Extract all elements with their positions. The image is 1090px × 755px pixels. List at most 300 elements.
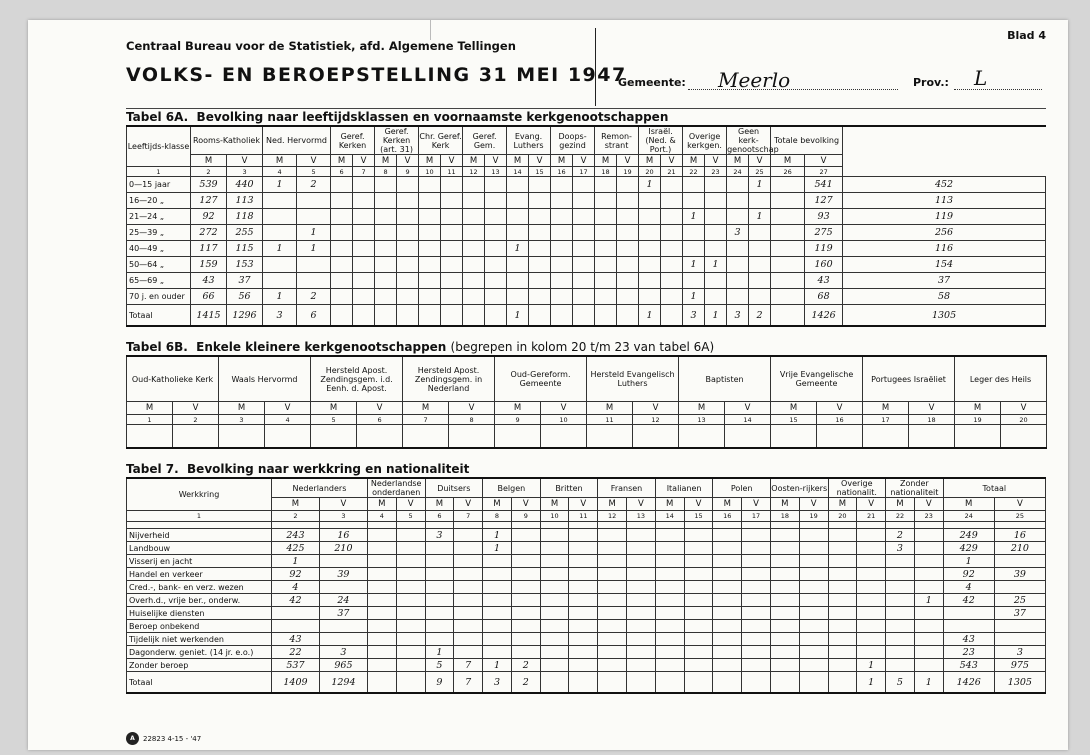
data-cell: [595, 289, 617, 305]
data-cell: 43: [943, 633, 994, 646]
data-cell: [483, 633, 512, 646]
data-cell: 68: [805, 289, 843, 305]
data-cell: [569, 594, 598, 607]
data-cell: [727, 177, 749, 193]
total-cell: [569, 672, 598, 694]
work-sector-label: Beroep onbekend: [127, 620, 272, 633]
data-cell: [569, 542, 598, 555]
data-cell: [569, 568, 598, 581]
data-cell: [683, 273, 705, 289]
data-cell: [705, 289, 727, 305]
data-cell: 127: [191, 193, 227, 209]
column-number: 9: [511, 511, 540, 522]
header-divider: [595, 28, 596, 106]
data-cell: [569, 646, 598, 659]
data-cell: [595, 257, 617, 273]
table-6a-title: Tabel 6A.: [126, 110, 189, 124]
data-cell: [375, 193, 397, 209]
data-cell: [742, 620, 771, 633]
data-cell: [742, 555, 771, 568]
total-cell: 1305: [994, 672, 1045, 694]
data-cell: [396, 542, 425, 555]
column-number: 8: [449, 415, 495, 425]
data-cell: [529, 193, 551, 209]
data-cell: [639, 257, 661, 273]
column-number: 17: [863, 415, 909, 425]
data-cell: [770, 568, 799, 581]
sheet-number: Blad 4: [1007, 29, 1046, 42]
data-cell: 3: [319, 646, 367, 659]
data-cell: 1: [271, 555, 319, 568]
data-cell: 1: [683, 257, 705, 273]
work-sector-label: Dagonderw. geniet. (14 jr. e.o.): [127, 646, 272, 659]
spacer-cell: [396, 522, 425, 529]
data-cell: [540, 646, 569, 659]
group-header: Hersteld Evangelisch Luthers: [587, 356, 679, 402]
data-cell: [397, 241, 419, 257]
male-header: M: [770, 498, 799, 511]
data-cell: [367, 646, 396, 659]
data-cell: [396, 529, 425, 542]
total-cell: [655, 672, 684, 694]
data-cell: [569, 581, 598, 594]
group-header: Hersteld Apost. Zendingsgem. in Nederland: [403, 356, 495, 402]
table-row: [127, 257, 1046, 273]
male-header: M: [727, 155, 749, 167]
data-cell: [483, 607, 512, 620]
total-cell: [828, 672, 857, 694]
data-cell: [749, 241, 771, 257]
total-cell: [331, 305, 353, 327]
gemeente-label: Gemeente:: [618, 76, 686, 89]
data-cell: [319, 633, 367, 646]
data-cell: [799, 529, 828, 542]
column-number: 13: [485, 167, 507, 177]
group-header: Zonder nationaliteit: [886, 478, 944, 498]
data-cell: [713, 568, 742, 581]
data-cell: [396, 659, 425, 672]
data-cell: [454, 594, 483, 607]
data-cell: [598, 646, 627, 659]
data-cell: [375, 273, 397, 289]
spacer-cell: [511, 522, 540, 529]
data-cell: [569, 620, 598, 633]
data-cell: [511, 542, 540, 555]
spacer-cell: [914, 522, 943, 529]
data-cell: [485, 257, 507, 273]
data-cell: [569, 607, 598, 620]
work-sector-label: Overh.d., vrije ber., onderw.: [127, 594, 272, 607]
female-header: V: [569, 498, 598, 511]
data-cell: [551, 257, 573, 273]
male-header: M: [367, 498, 396, 511]
data-cell: [573, 193, 595, 209]
data-cell: [639, 241, 661, 257]
data-cell: [403, 425, 449, 449]
spacer-cell: [540, 522, 569, 529]
data-cell: [771, 177, 805, 193]
column-number: 19: [617, 167, 639, 177]
data-cell: [507, 177, 529, 193]
data-cell: [799, 646, 828, 659]
data-cell: [353, 177, 375, 193]
group-header: Leger des Heils: [955, 356, 1047, 402]
data-cell: [569, 633, 598, 646]
data-cell: 16: [319, 529, 367, 542]
data-cell: [425, 594, 454, 607]
column-number: 14: [507, 167, 529, 177]
group-header: Geen kerk-genootschap: [727, 127, 779, 154]
data-cell: [684, 542, 713, 555]
data-cell: [727, 289, 749, 305]
data-cell: [655, 607, 684, 620]
data-cell: [771, 209, 805, 225]
total-cell: 1294: [319, 672, 367, 694]
group-header: Fransen: [598, 478, 656, 498]
data-cell: [425, 620, 454, 633]
data-cell: [463, 241, 485, 257]
data-cell: [770, 633, 799, 646]
print-code: 22823 4-15 - '47: [143, 734, 202, 743]
data-cell: 39: [319, 568, 367, 581]
group-header: Doops-gezind: [551, 126, 595, 155]
data-cell: [419, 177, 441, 193]
data-cell: [541, 425, 587, 449]
data-cell: 1: [857, 659, 886, 672]
table-row: [127, 529, 1046, 542]
table-6a-colnum-row: [127, 167, 1046, 177]
data-cell: 22: [271, 646, 319, 659]
work-sector-label: Nijverheid: [127, 529, 272, 542]
data-cell: [886, 620, 915, 633]
age-class-label: 40—49 „: [127, 241, 191, 257]
data-cell: [684, 620, 713, 633]
table-7-spacer-row: [127, 522, 1046, 529]
data-cell: [483, 646, 512, 659]
data-cell: 255: [227, 225, 263, 241]
table-row: [127, 225, 1046, 241]
data-cell: [551, 273, 573, 289]
data-cell: [725, 425, 771, 449]
female-header: V: [573, 155, 595, 167]
data-cell: 93: [805, 209, 843, 225]
data-cell: [655, 633, 684, 646]
data-cell: 159: [191, 257, 227, 273]
table-6a-subtitle: Bevolking naar leeftijdsklassen en voornaamste kerkgenootschappen: [196, 110, 669, 124]
female-header: V: [397, 155, 419, 167]
column-number: 3: [219, 415, 265, 425]
data-cell: [397, 289, 419, 305]
column-number: 9: [397, 167, 419, 177]
column-number: 19: [799, 511, 828, 522]
data-cell: [419, 289, 441, 305]
column-number: 6: [331, 167, 353, 177]
male-header: M: [483, 498, 512, 511]
female-header: V: [994, 498, 1045, 511]
data-cell: [353, 289, 375, 305]
data-cell: [511, 529, 540, 542]
column-number: 21: [857, 511, 886, 522]
data-cell: [271, 607, 319, 620]
data-cell: 1: [683, 289, 705, 305]
data-cell: [454, 646, 483, 659]
data-cell: [540, 581, 569, 594]
table-7-subtitle: Bevolking naar werkkring en nationaliteit: [187, 462, 470, 476]
data-cell: 7: [454, 659, 483, 672]
column-number: 16: [817, 415, 863, 425]
data-cell: [397, 273, 419, 289]
male-header: M: [587, 402, 633, 415]
data-cell: [909, 425, 955, 449]
total-cell: [551, 305, 573, 327]
spacer-cell: [684, 522, 713, 529]
data-cell: [463, 273, 485, 289]
total-cell: [684, 672, 713, 694]
total-cell: [396, 672, 425, 694]
data-cell: [367, 555, 396, 568]
data-cell: [569, 529, 598, 542]
work-sector-label: Handel en verkeer: [127, 568, 272, 581]
female-header: V: [529, 155, 551, 167]
data-cell: 210: [994, 542, 1045, 555]
data-cell: [331, 241, 353, 257]
data-cell: [655, 594, 684, 607]
total-cell: [419, 305, 441, 327]
data-cell: [511, 607, 540, 620]
data-cell: [454, 633, 483, 646]
data-cell: [627, 633, 656, 646]
age-class-label: 70 j. en ouder: [127, 289, 191, 305]
data-cell: [705, 241, 727, 257]
data-cell: 3: [994, 646, 1045, 659]
table-6a-heading: [126, 110, 668, 124]
data-cell: [511, 620, 540, 633]
male-header: M: [863, 402, 909, 415]
female-header: V: [297, 155, 331, 167]
data-cell: 1: [297, 225, 331, 241]
data-cell: [441, 273, 463, 289]
data-cell: [441, 289, 463, 305]
total-cell: [353, 305, 375, 327]
data-cell: 58: [843, 289, 1046, 305]
column-number: 4: [265, 415, 311, 425]
group-header: Geref. Kerken (art. 31): [375, 126, 419, 155]
male-header: M: [219, 402, 265, 415]
table-6b-data-row: [127, 425, 1047, 449]
column-number: 8: [375, 167, 397, 177]
data-cell: [749, 193, 771, 209]
data-cell: [828, 607, 857, 620]
total-cell: 1: [914, 672, 943, 694]
form-title: VOLKS- EN BEROEPSTELLING 31 MEI 1947: [126, 64, 627, 86]
work-sector-label: Visserij en jacht: [127, 555, 272, 568]
data-cell: [331, 177, 353, 193]
data-cell: [684, 581, 713, 594]
group-header: Waals Hervormd: [219, 356, 311, 402]
data-cell: [454, 607, 483, 620]
data-cell: [331, 273, 353, 289]
data-cell: [573, 289, 595, 305]
group-header: Duitsers: [425, 478, 483, 498]
male-header: M: [683, 155, 705, 167]
data-cell: [713, 581, 742, 594]
data-cell: [886, 646, 915, 659]
female-header: V: [319, 498, 367, 511]
spacer-cell: [454, 522, 483, 529]
total-cell: 3: [263, 305, 297, 327]
group-header: Totale bevolking: [771, 126, 843, 155]
data-cell: [367, 529, 396, 542]
total-cell: 1296: [227, 305, 263, 327]
female-header: V: [511, 498, 540, 511]
male-header: M: [271, 498, 319, 511]
data-cell: 16: [994, 529, 1045, 542]
spacer-cell: [127, 522, 272, 529]
column-number: 20: [639, 167, 661, 177]
data-cell: [799, 659, 828, 672]
table-6b-note: (begrepen in kolom 20 t/m 23 van tabel 6A): [450, 340, 715, 354]
data-cell: [319, 555, 367, 568]
data-cell: [857, 581, 886, 594]
data-cell: [485, 241, 507, 257]
data-cell: [463, 225, 485, 241]
data-cell: [441, 193, 463, 209]
data-cell: 1: [683, 209, 705, 225]
data-cell: [713, 646, 742, 659]
data-cell: [495, 425, 541, 449]
total-cell: 1426: [805, 305, 843, 327]
data-cell: 2: [297, 289, 331, 305]
data-cell: [367, 542, 396, 555]
data-cell: [684, 568, 713, 581]
data-cell: [639, 273, 661, 289]
data-cell: [441, 225, 463, 241]
column-number: 1: [127, 511, 272, 522]
data-cell: 965: [319, 659, 367, 672]
group-header: Portugees Israëliet: [863, 356, 955, 402]
column-number: 18: [770, 511, 799, 522]
data-cell: 1: [749, 209, 771, 225]
male-header: M: [639, 155, 661, 167]
data-cell: [419, 209, 441, 225]
data-cell: [627, 594, 656, 607]
column-number: 25: [994, 511, 1045, 522]
data-cell: [598, 594, 627, 607]
data-cell: [617, 177, 639, 193]
data-cell: 118: [227, 209, 263, 225]
data-cell: [627, 529, 656, 542]
column-number: 11: [441, 167, 463, 177]
spacer-cell: [655, 522, 684, 529]
data-cell: [396, 607, 425, 620]
data-cell: 37: [227, 273, 263, 289]
data-cell: [449, 425, 495, 449]
female-header: V: [454, 498, 483, 511]
total-cell: [463, 305, 485, 327]
data-cell: [263, 209, 297, 225]
data-cell: [463, 209, 485, 225]
table-row: [127, 620, 1046, 633]
data-cell: 116: [843, 241, 1046, 257]
data-cell: [507, 289, 529, 305]
spacer-cell: [271, 522, 319, 529]
data-cell: 249: [943, 529, 994, 542]
data-cell: [828, 568, 857, 581]
data-cell: [627, 568, 656, 581]
data-cell: [742, 542, 771, 555]
data-cell: 1: [749, 177, 771, 193]
column-number: 20: [1001, 415, 1047, 425]
data-cell: [595, 177, 617, 193]
data-cell: 37: [319, 607, 367, 620]
data-cell: [375, 209, 397, 225]
data-cell: [684, 594, 713, 607]
province-label: Prov.:: [913, 76, 949, 89]
data-cell: [375, 225, 397, 241]
work-sector-label: Zonder beroep: [127, 659, 272, 672]
data-cell: [540, 659, 569, 672]
data-cell: [419, 273, 441, 289]
column-number: 14: [655, 511, 684, 522]
spacer-cell: [742, 522, 771, 529]
data-cell: 23: [943, 646, 994, 659]
column-number: 24: [727, 167, 749, 177]
data-cell: [742, 659, 771, 672]
data-cell: [661, 257, 683, 273]
group-header: Overige nationalit.: [828, 478, 886, 498]
male-header: M: [507, 155, 529, 167]
data-cell: [353, 273, 375, 289]
province-value: L: [974, 66, 988, 90]
data-cell: [742, 529, 771, 542]
data-cell: [507, 193, 529, 209]
data-cell: [367, 620, 396, 633]
table-6b-heading: [126, 340, 714, 354]
data-cell: 243: [271, 529, 319, 542]
total-cell: 3: [683, 305, 705, 327]
table-row: [127, 581, 1046, 594]
total-cell: 6: [297, 305, 331, 327]
total-cell: [742, 672, 771, 694]
data-cell: [639, 225, 661, 241]
data-cell: [551, 193, 573, 209]
data-cell: [265, 425, 311, 449]
data-cell: [770, 594, 799, 607]
data-cell: 256: [843, 225, 1046, 241]
data-cell: 1: [263, 289, 297, 305]
age-class-label: 21—24 „: [127, 209, 191, 225]
data-cell: [331, 289, 353, 305]
total-cell: [770, 672, 799, 694]
male-header: M: [191, 155, 227, 167]
data-cell: 272: [191, 225, 227, 241]
data-cell: 1: [705, 257, 727, 273]
data-cell: [263, 193, 297, 209]
data-cell: [454, 581, 483, 594]
data-cell: 153: [227, 257, 263, 273]
column-number: 21: [661, 167, 683, 177]
data-cell: [713, 659, 742, 672]
data-cell: [857, 646, 886, 659]
data-cell: [886, 581, 915, 594]
table-6b-title: Tabel 6B.: [126, 340, 188, 354]
data-cell: 425: [271, 542, 319, 555]
group-header: Israël. (Ned. & Port.): [639, 126, 683, 155]
group-header: Oud-Gereform. Gemeente: [495, 356, 587, 402]
data-cell: [661, 177, 683, 193]
data-cell: [994, 555, 1045, 568]
data-cell: [353, 225, 375, 241]
